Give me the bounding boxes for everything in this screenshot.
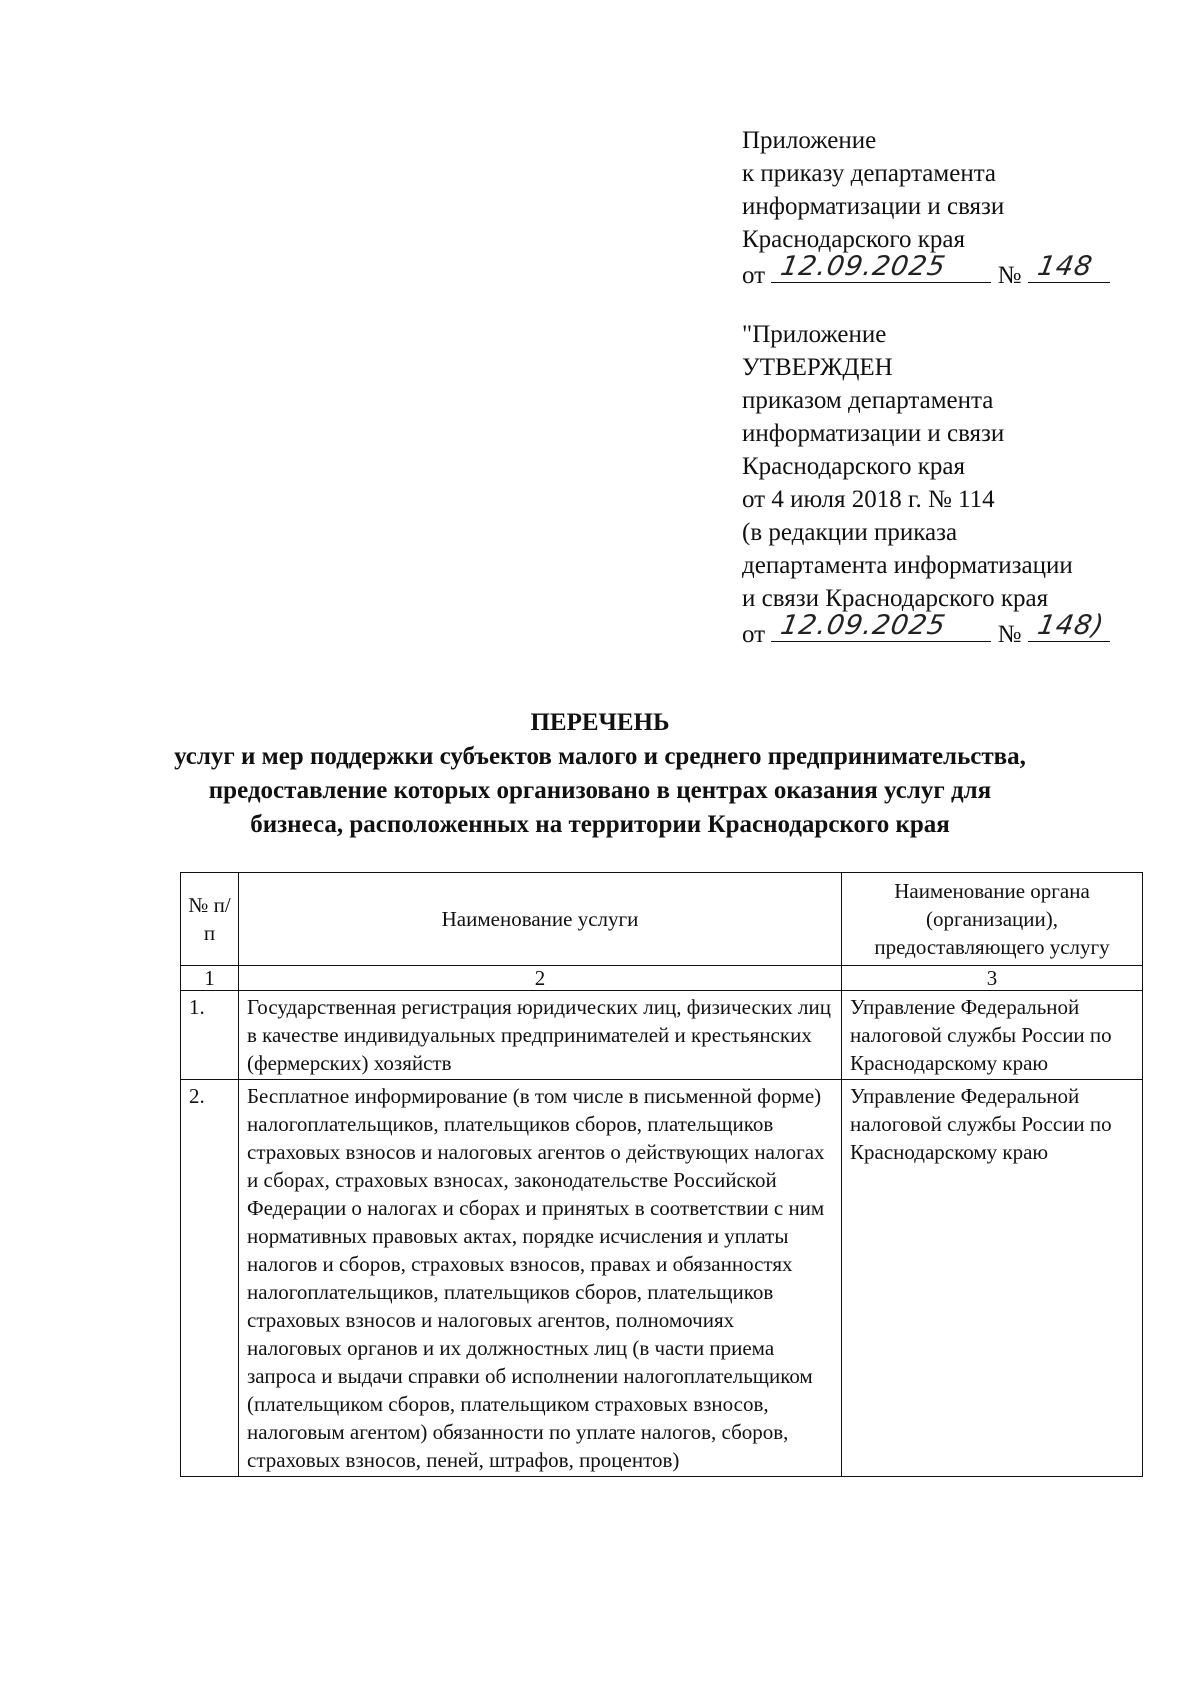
approval-line: департамента информатизации (742, 552, 1073, 579)
handwritten-date: 12.09.2025 (778, 610, 949, 641)
number-field (1028, 251, 1110, 283)
table-row (181, 1080, 1143, 1477)
services-table (180, 872, 1143, 1477)
handwritten-number: 148 (1034, 251, 1095, 282)
row-number: 2. (181, 1080, 239, 1477)
number-label: № (997, 621, 1022, 648)
approval-line: Краснодарского края (742, 453, 965, 480)
date-field (771, 610, 991, 642)
from-label: от (742, 621, 766, 648)
approval-block (742, 318, 1110, 648)
approval-date-line (742, 610, 1110, 648)
header-service: Наименование услуги (239, 873, 842, 966)
column-number: 2 (239, 966, 842, 991)
approved-label: УТВЕРЖДЕН (742, 354, 893, 381)
table-row (181, 991, 1143, 1080)
column-number-row (181, 966, 1143, 991)
service-name: Государственная регистрация юридических лиц, физических лиц в качестве индивидуальных предпринимателей и крестьянских (фермерских) хозяйств (239, 991, 842, 1080)
appendix-date-line (742, 251, 1110, 289)
number-field (1028, 610, 1110, 642)
column-number: 1 (181, 966, 239, 991)
column-number: 3 (842, 966, 1143, 991)
document-subtitle-line: услуг и мер поддержки субъектов малого и среднего предпринимательства, (174, 743, 1026, 770)
handwritten-number: 148) (1034, 610, 1107, 641)
row-number: 1. (181, 991, 239, 1080)
approval-title: "Приложение (742, 321, 887, 348)
appendix-header (742, 124, 1110, 289)
appendix-line: Краснодарского края (742, 226, 965, 253)
provider-name: Управление Федеральной налоговой службы России по Краснодарскому краю (842, 1080, 1143, 1477)
from-label: от (742, 262, 766, 289)
approval-line: приказом департамента (742, 387, 994, 414)
service-name: Бесплатное информирование (в том числе в письменной форме) налогоплательщиков, плательщиков сборов, плательщиков страховых взносов и налоговых агентов о действующих налогах и сборах, страховых взносах, законодательстве Российской Федерации о налогах и сборах и принятых в соответствии с ним нормативных правовых актах, порядке исчисления и уплаты налогов и сборов, страховых взносов, правах и обязанностях налогоплательщиков, плательщиков сборов, плательщиков страховых взносов и налоговых агентов, полномочиях налоговых органов и их должностных лиц (в части приема запроса и выдачи справки об исполнении налогоплательщиком (плательщиком сборов, плательщиком страховых взносов, налоговым агентом) обязанности по уплате налогов, сборов, страховых взносов, пеней, штрафов, процентов) (239, 1080, 842, 1477)
header-provider: Наименование органа (организации), предоставляющего услугу (842, 873, 1143, 966)
appendix-line: к приказу департамента (742, 160, 997, 187)
approval-line: и связи Краснодарского края (742, 585, 1049, 612)
document-subtitle-line: бизнеса, расположенных на территории Краснодарского края (250, 811, 950, 838)
appendix-title: Приложение (742, 127, 877, 154)
approval-line: от 4 июля 2018 г. № 114 (742, 486, 995, 513)
document-title: ПЕРЕЧЕНЬ (530, 709, 670, 736)
table-header-row (181, 873, 1143, 966)
approval-line: информатизации и связи (742, 420, 1005, 447)
number-label: № (997, 262, 1022, 289)
handwritten-date: 12.09.2025 (778, 251, 949, 282)
header-number: № п/п (181, 873, 239, 966)
provider-name: Управление Федеральной налоговой службы России по Краснодарскому краю (842, 991, 1143, 1080)
appendix-line: информатизации и связи (742, 193, 1005, 220)
document-subtitle-line: предоставление которых организовано в центрах оказания услуг для (208, 777, 992, 804)
date-field (771, 251, 991, 283)
approval-line: (в редакции приказа (742, 519, 958, 546)
